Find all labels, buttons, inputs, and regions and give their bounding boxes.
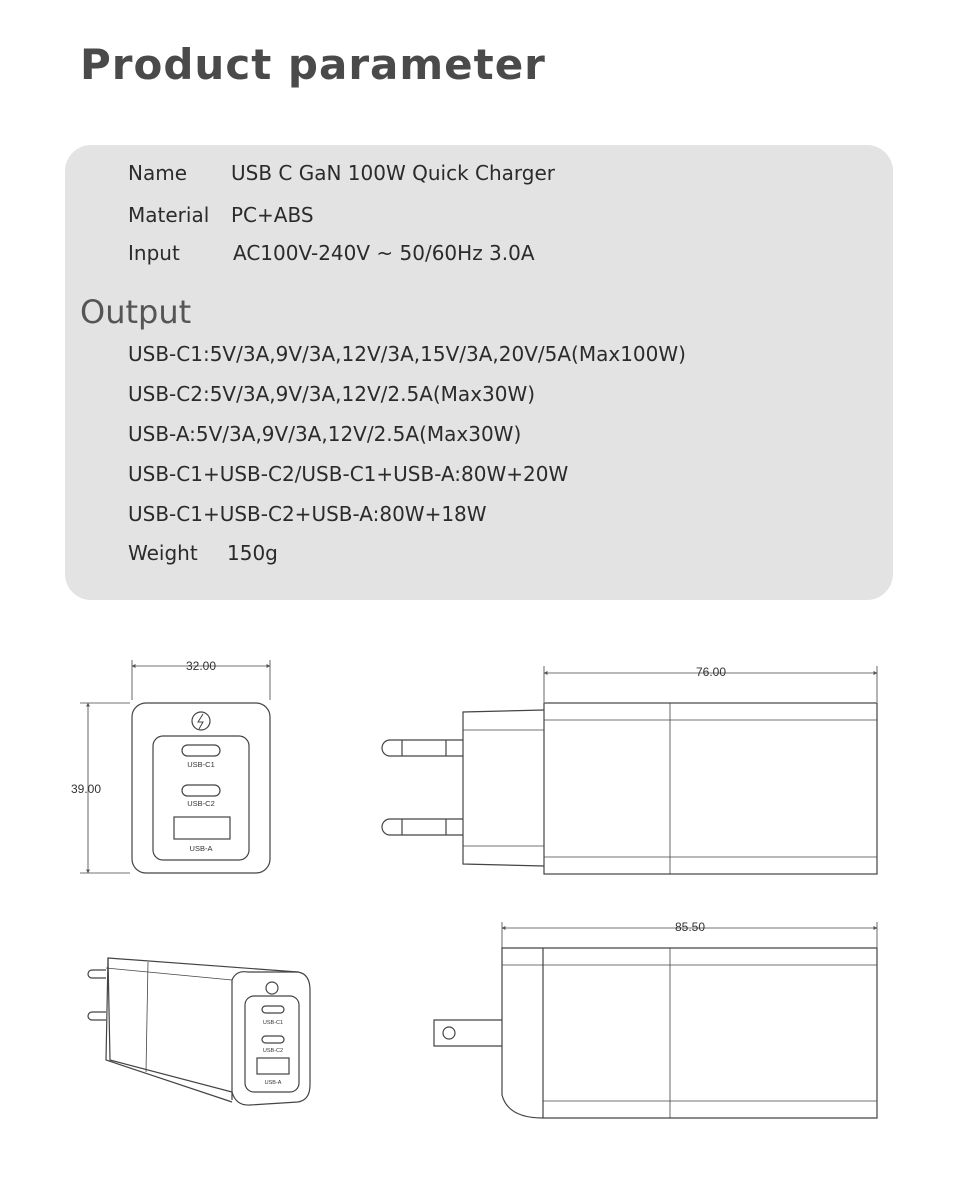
iso-lightning-logo-icon bbox=[266, 982, 278, 994]
iso-usb-c1-port-icon bbox=[262, 1006, 284, 1013]
output-line-2: USB-C2:5V/3A,9V/3A,12V/2.5A(Max30W) bbox=[128, 382, 536, 406]
front-view-drawing bbox=[80, 660, 270, 873]
usb-a-port-icon bbox=[174, 817, 230, 839]
front-usb-c1-label: USB-C1 bbox=[187, 760, 215, 769]
weight-label: Weight bbox=[128, 541, 198, 565]
iso-usb-a-label: USB-A bbox=[264, 1080, 282, 1086]
front-usb-c2-label: USB-C2 bbox=[187, 799, 215, 808]
side-view-us-drawing bbox=[434, 922, 877, 1118]
name-label: Name bbox=[128, 161, 188, 185]
iso-usb-a-port-icon bbox=[257, 1058, 289, 1074]
lightning-logo-icon bbox=[192, 712, 210, 730]
name-value: USB C GaN 100W Quick Charger bbox=[231, 161, 556, 185]
eu-body-outline bbox=[544, 703, 877, 874]
iso-usb-c1-label: USB-C1 bbox=[262, 1020, 284, 1026]
usb-c2-port-icon bbox=[182, 785, 220, 796]
eu-pin-bottom bbox=[382, 819, 463, 835]
iso-usb-c2-port-icon bbox=[262, 1036, 284, 1043]
iso-pin-bottom bbox=[88, 1012, 106, 1020]
eu-length-label: 76.00 bbox=[695, 665, 727, 679]
usb-c1-port-icon bbox=[182, 745, 220, 756]
us-prong bbox=[434, 1020, 502, 1046]
page-title: Product parameter bbox=[80, 40, 546, 89]
eu-pin-top bbox=[382, 740, 463, 756]
side-view-eu-drawing bbox=[382, 666, 877, 874]
iso-pin-top bbox=[88, 970, 106, 978]
output-line-5: USB-C1+USB-C2+USB-A:80W+18W bbox=[128, 502, 487, 526]
us-body-outline bbox=[543, 948, 877, 1118]
output-line-4: USB-C1+USB-C2/USB-C1+USB-A:80W+20W bbox=[128, 462, 569, 486]
front-usb-a-label: USB-A bbox=[189, 844, 213, 853]
output-line-1: USB-C1:5V/3A,9V/3A,12V/3A,15V/3A,20V/5A(Max100W) bbox=[128, 342, 686, 366]
material-value: PC+ABS bbox=[231, 203, 314, 227]
output-heading: Output bbox=[80, 293, 192, 331]
material-label: Material bbox=[128, 203, 210, 227]
front-port-panel bbox=[153, 736, 249, 860]
weight-value: 150g bbox=[227, 541, 278, 565]
output-line-3: USB-A:5V/3A,9V/3A,12V/2.5A(Max30W) bbox=[128, 422, 522, 446]
iso-usb-c2-label: USB-C2 bbox=[262, 1048, 284, 1054]
us-length-label: 85.50 bbox=[674, 920, 706, 934]
front-height-label: 39.00 bbox=[71, 782, 102, 796]
front-width-label: 32.00 bbox=[185, 659, 217, 673]
iso-port-panel bbox=[245, 996, 299, 1092]
input-value: AC100V-240V ~ 50/60Hz 3.0A bbox=[233, 241, 535, 265]
input-label: Input bbox=[128, 241, 180, 265]
